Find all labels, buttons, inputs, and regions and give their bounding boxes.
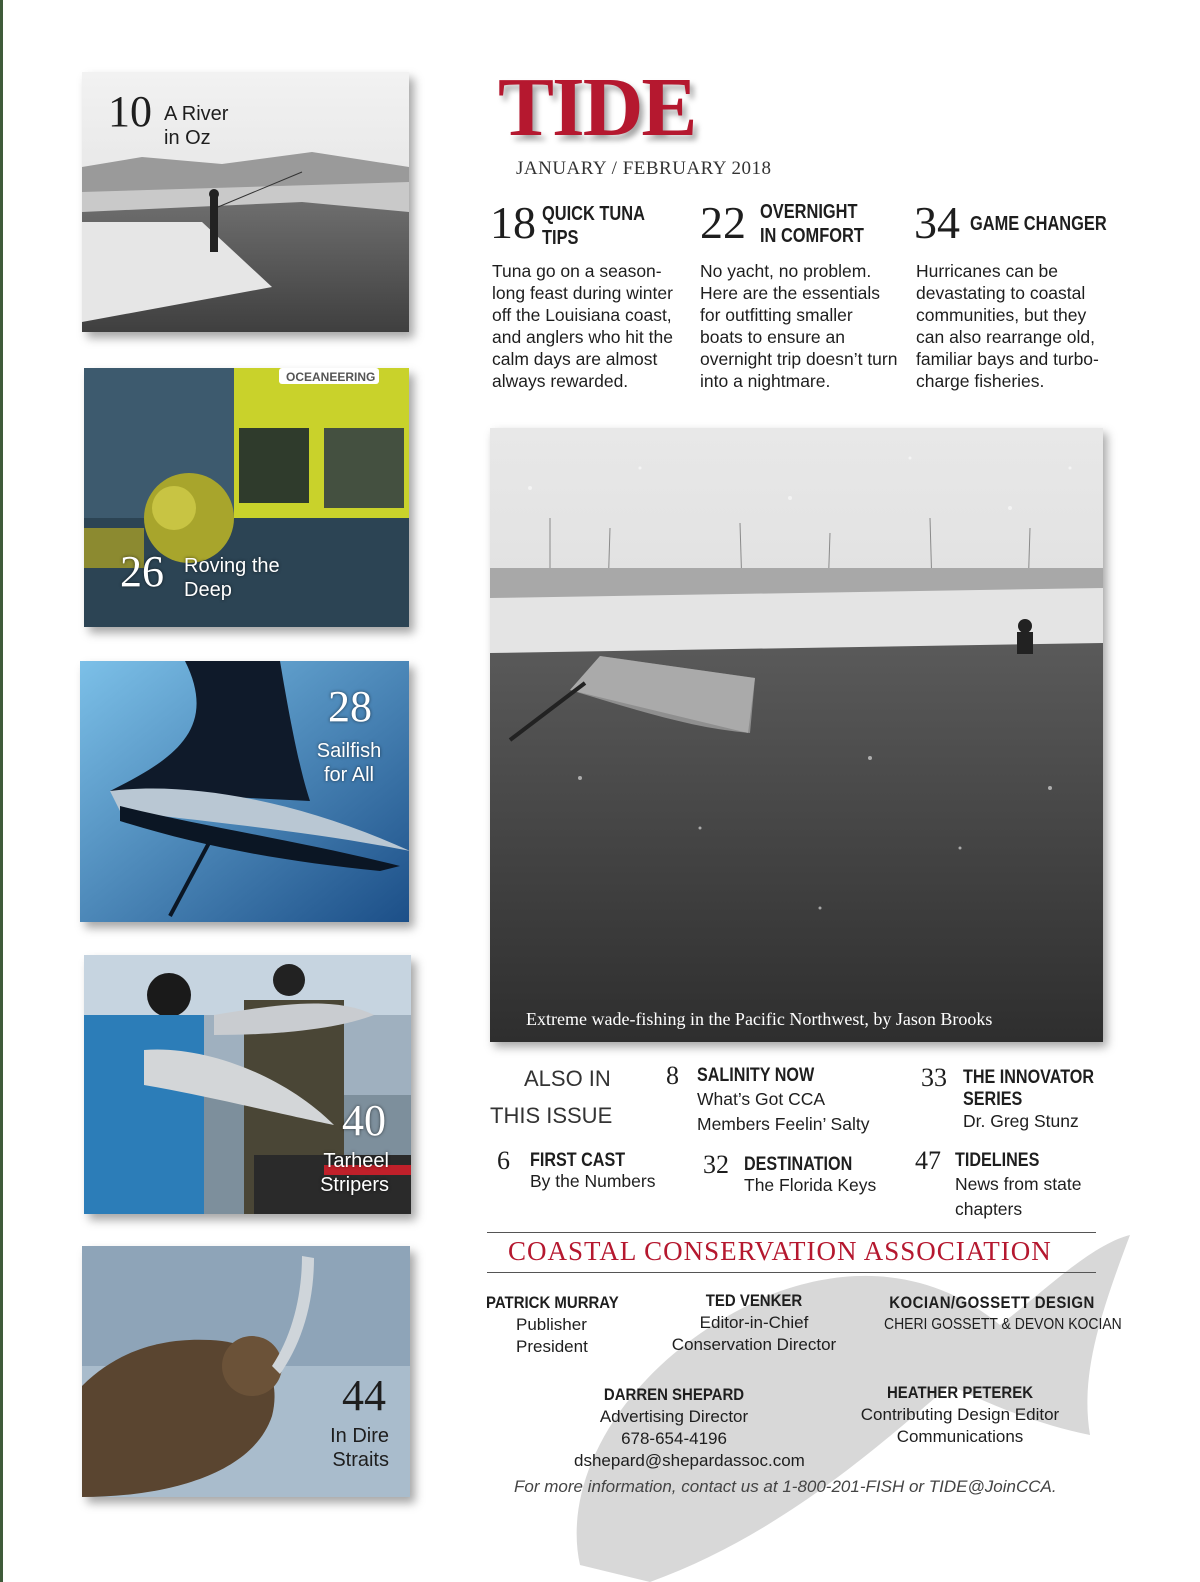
feature-game-changer[interactable] [914, 197, 1119, 400]
story-title: A River in Oz [164, 103, 229, 149]
story-thumb-sealion[interactable] [82, 1246, 410, 1497]
dept-title: DESTINATION [744, 1154, 853, 1175]
association-name: COASTAL CONSERVATION ASSOCIATION [508, 1236, 1052, 1266]
story-number: 40 [342, 1096, 386, 1145]
staff-design-firm: KOCIAN/GOSSETT DESIGN CHERI GOSSETT & DEVON KOCIAN [884, 1293, 1122, 1333]
dept-first-cast[interactable] [497, 1148, 697, 1198]
story-title: In Dire Straits [330, 1425, 389, 1471]
dept-title: THE INNOVATOR SERIES [963, 1067, 1095, 1110]
dept-subtitle: News from state chapters [955, 1174, 1082, 1219]
story-thumb-stripers[interactable] [84, 955, 411, 1214]
dept-number: 33 [921, 1063, 947, 1092]
feature-description: No yacht, no problem. Here are the essentials for outfitting smaller boats to ensure an overnight trip doesn’t turn into a nightmare. [700, 261, 898, 391]
feature-number: 18 [490, 197, 536, 248]
dept-title: TIDELINES [955, 1150, 1040, 1171]
story-number: 44 [342, 1371, 386, 1420]
staff-advertising: DARREN SHEPARD Advertising Director 678-654-4196 dshepard@shepardassoc.com [574, 1385, 805, 1470]
story-title: Roving the Deep [184, 555, 280, 601]
issue-date: JANUARY / FEBRUARY 2018 [516, 158, 772, 179]
dept-subtitle: By the Numbers [530, 1171, 656, 1191]
dept-subtitle: What’s Got CCA Members Feelin’ Salty [697, 1089, 870, 1134]
dept-number: 8 [666, 1061, 679, 1090]
dept-number: 47 [915, 1146, 941, 1175]
story-thumb-rov[interactable] [84, 368, 409, 627]
feature-title: QUICK TUNA TIPS [542, 203, 645, 249]
dept-destination[interactable] [703, 1152, 903, 1202]
feature-overnight[interactable] [700, 197, 905, 400]
staff-editor: TED VENKER Editor-in-Chief Conservation Director [671, 1291, 837, 1354]
feature-description: Tuna go on a season-long feast during winter off the Louisiana coast, and anglers who hit the calm days are almost always rewarded. [492, 261, 673, 391]
main-photo [490, 428, 1103, 1042]
dept-innovator-series[interactable] [921, 1065, 1121, 1135]
dept-title: SALINITY NOW [697, 1065, 815, 1086]
feature-description: Hurricanes can be devastating to coastal communities, but they can also rearrange old, familiar bays and turbo-charge fisheries. [916, 261, 1099, 391]
divider-bottom [487, 1272, 1096, 1273]
wade-fishing-photo [490, 428, 1103, 1042]
dept-tidelines[interactable] [915, 1148, 1115, 1223]
story-thumb-sailfish[interactable] [80, 661, 409, 922]
feature-quick-tuna[interactable] [490, 197, 695, 400]
dept-number: 32 [703, 1150, 729, 1179]
contact-line: For more information, contact us at 1-800-201-FISH or TIDE@JoinCCA. [514, 1477, 1057, 1496]
dept-salinity-now[interactable] [666, 1063, 916, 1133]
feature-number: 22 [700, 197, 746, 248]
also-in-label: ALSO IN THIS ISSUE [490, 1066, 613, 1128]
story-thumb-river[interactable] [82, 72, 409, 332]
story-number: 10 [108, 87, 152, 136]
rov-label: OCEANEERING [286, 370, 376, 384]
dept-title: FIRST CAST [530, 1150, 626, 1171]
feature-title: GAME CHANGER [970, 213, 1107, 235]
photo-caption: Extreme wade-fishing in the Pacific Northwest, by Jason Brooks [526, 1009, 993, 1029]
divider-top [487, 1232, 1096, 1233]
story-title: Tarheel Stripers [320, 1150, 389, 1196]
story-number: 26 [120, 547, 164, 596]
staff-publisher: PATRICK MURRAY Publisher President [486, 1293, 619, 1356]
story-title: Sailfish for All [316, 740, 382, 786]
dept-subtitle: The Florida Keys [744, 1175, 877, 1195]
page-edge [0, 0, 3, 1582]
feature-title: OVERNIGHT IN COMFORT [760, 201, 864, 247]
staff-design-editor: HEATHER PETEREK Contributing Design Editor Communications [860, 1383, 1060, 1446]
dept-number: 6 [497, 1146, 510, 1175]
dept-subtitle: Dr. Greg Stunz [963, 1111, 1079, 1131]
feature-number: 34 [914, 197, 960, 248]
story-number: 28 [328, 682, 372, 731]
tide-logo: TIDE [498, 61, 696, 154]
